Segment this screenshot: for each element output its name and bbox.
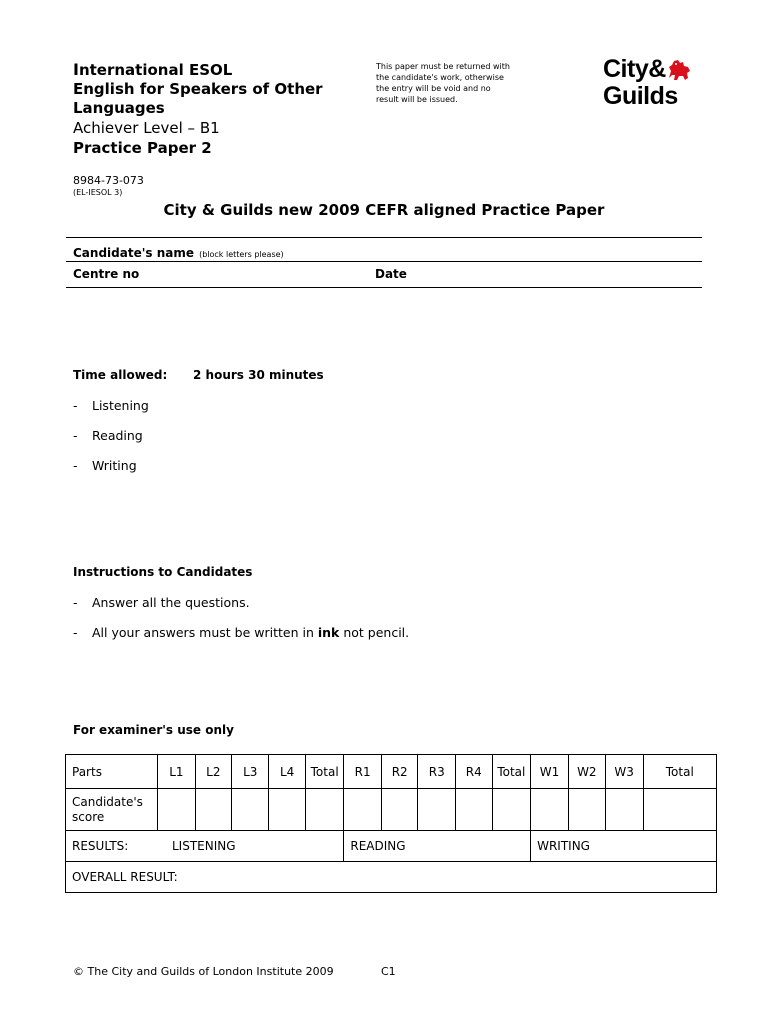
col-header: Total [643,755,716,789]
page-number: C1 [381,965,396,978]
qualification-subtitle-2: Languages [73,99,165,117]
score-cell[interactable] [568,789,605,831]
parts-header: Parts [66,755,158,789]
score-cell[interactable] [381,789,418,831]
col-header: L3 [232,755,269,789]
lion-icon [666,58,692,82]
results-listening-cell[interactable]: RESULTS: LISTENING [66,831,344,862]
col-header: R1 [344,755,382,789]
score-label: Candidate's score [66,789,158,831]
list-item: - Writing [73,458,137,473]
date-label[interactable]: Date [375,267,407,281]
time-allowed-label: Time allowed: [73,368,168,382]
score-cell[interactable] [158,789,195,831]
score-cell[interactable] [232,789,269,831]
col-header: R4 [455,755,492,789]
col-header: L2 [195,755,231,789]
table-row [66,862,717,893]
col-header: R3 [418,755,456,789]
score-cell[interactable] [269,789,305,831]
col-header: R2 [381,755,418,789]
paper-code-sub: (EL-IESOL 3) [73,188,123,197]
qualification-title: International ESOL [73,60,233,79]
city-and-guilds-logo: City& Guilds [603,57,693,109]
paper-code: 8984-73-073 [73,174,144,187]
table-row [66,789,717,831]
table-row [66,755,717,789]
qualification-subtitle: English for Speakers of Other [73,80,323,98]
examiner-heading: For examiner's use only [73,723,234,737]
list-item: - Reading [73,428,143,443]
list-item: - Listening [73,398,149,413]
list-item: - Answer all the questions. [73,595,250,610]
return-notice: This paper must be returned with the candidate's work, otherwise the entry will be void and no result will be issued. [376,62,510,104]
time-allowed-value: 2 hours 30 minutes [193,368,324,382]
score-cell[interactable] [605,789,643,831]
results-writing-cell[interactable]: WRITING [531,831,717,862]
score-cell[interactable] [531,789,569,831]
level-label: Achiever Level – B1 [73,119,220,137]
score-cell[interactable] [305,789,344,831]
candidate-name-field[interactable] [66,237,702,262]
paper-label: Practice Paper 2 [73,139,212,157]
copyright: © The City and Guilds of London Institute 2009 [73,965,334,978]
col-header: Total [305,755,344,789]
candidate-name-hint: (block letters please) [199,250,284,259]
list-item: - All your answers must be written in ink not pencil. [73,625,410,640]
col-header: W1 [531,755,569,789]
col-header: L4 [269,755,305,789]
col-header: W3 [605,755,643,789]
col-header: L1 [158,755,195,789]
centre-date-row [66,261,702,288]
instructions-heading: Instructions to Candidates [73,565,253,579]
score-table [65,754,717,893]
candidate-name-label: Candidate's name [73,246,194,260]
table-row [66,831,717,862]
centre-no-label[interactable]: Centre no [73,267,140,281]
col-header: W2 [568,755,605,789]
score-cell[interactable] [492,789,531,831]
score-cell[interactable] [195,789,231,831]
score-cell[interactable] [418,789,456,831]
score-cell[interactable] [643,789,716,831]
col-header: Total [492,755,531,789]
overall-result-cell[interactable]: OVERALL RESULT: [66,862,717,893]
score-cell[interactable] [455,789,492,831]
results-reading-cell[interactable]: READING [344,831,531,862]
score-cell[interactable] [344,789,382,831]
main-title: City & Guilds new 2009 CEFR aligned Practice Paper [163,201,605,219]
